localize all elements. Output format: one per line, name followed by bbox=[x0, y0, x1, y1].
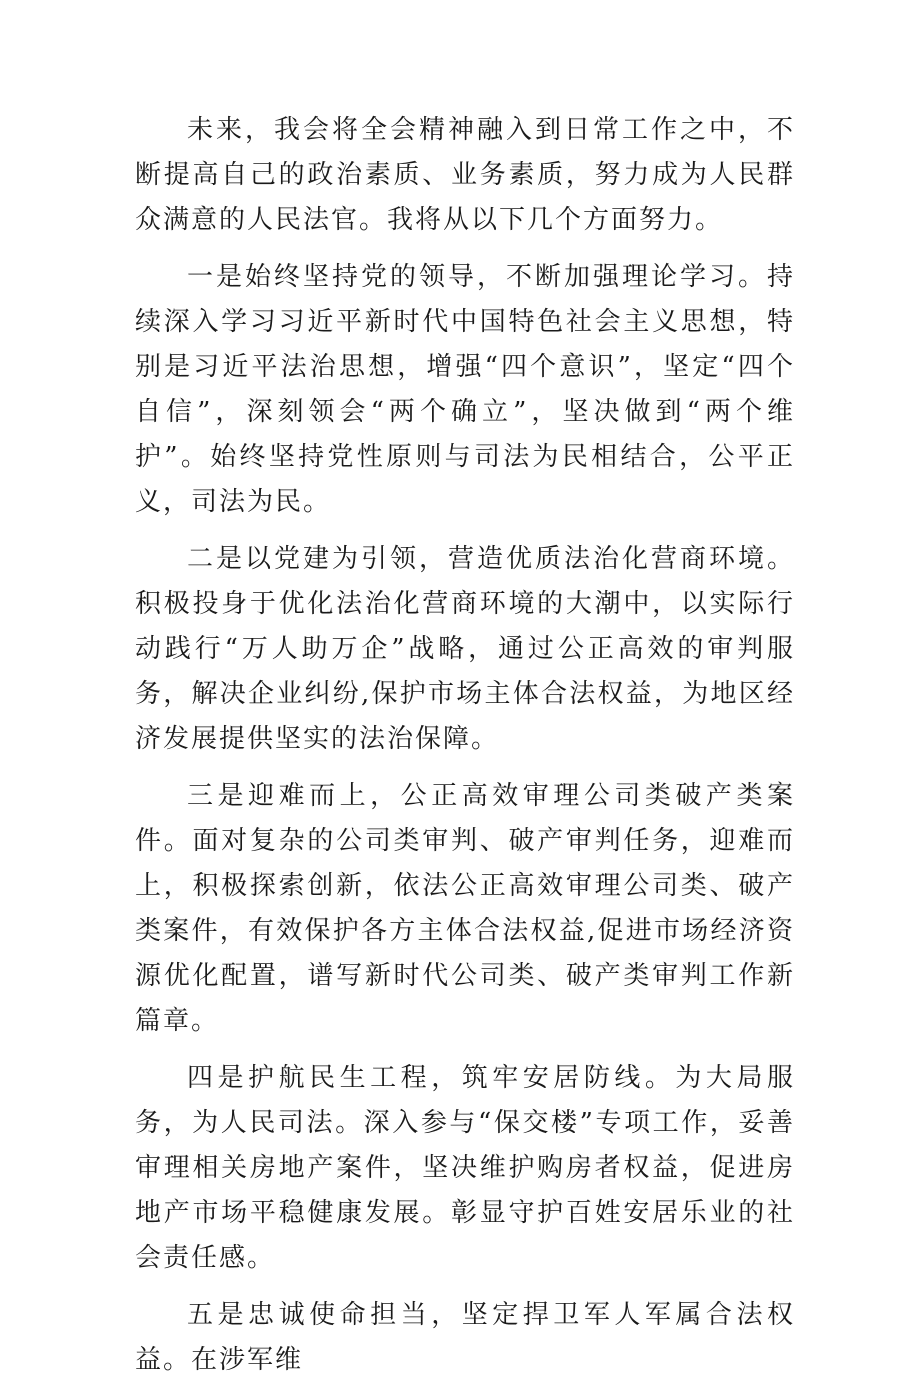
paragraph-point-five: 五是忠诚使命担当，坚定捍卫军人军属合法权益。在涉军维 bbox=[135, 1300, 795, 1375]
paragraph-point-three: 三是迎难而上，公正高效审理公司类破产类案件。面对复杂的公司类审判、破产审判任务，迎难而上，积极探索创新，依法公正高效审理公司类、破产类案件，有效保护各方主体合法权益,促进市场经济资源优化配置，谱写新时代公司类、破产类审判工作新篇章。 bbox=[135, 781, 795, 1036]
document-body bbox=[135, 108, 795, 1395]
paragraph-point-two: 二是以党建为引领，营造优质法治化营商环境。积极投身于优化法治化营商环境的大潮中，以实际行动践行“万人助万企”战略，通过公正高效的审判服务，解决企业纠纷,保护市场主体合法权益，为地区经济发展提供坚实的法治保障。 bbox=[135, 544, 795, 754]
paragraph-point-four: 四是护航民生工程，筑牢安居防线。为大局服务，为人民司法。深入参与“保交楼”专项工作，妥善审理相关房地产案件，坚决维护购房者权益，促进房地产市场平稳健康发展。彰显守护百姓安居乐业的社会责任感。 bbox=[135, 1063, 795, 1273]
paragraph-intro: 未来，我会将全会精神融入到日常工作之中，不断提高自己的政治素质、业务素质，努力成为人民群众满意的人民法官。我将从以下几个方面努力。 bbox=[135, 115, 795, 235]
paragraph-point-one: 一是始终坚持党的领导，不断加强理论学习。持续深入学习习近平新时代中国特色社会主义思想，特别是习近平法治思想，增强“四个意识”，坚定“四个自信”，深刻领会“两个确立”，坚决做到“两个维护”。始终坚持党性原则与司法为民相结合，公平正义，司法为民。 bbox=[135, 262, 795, 517]
